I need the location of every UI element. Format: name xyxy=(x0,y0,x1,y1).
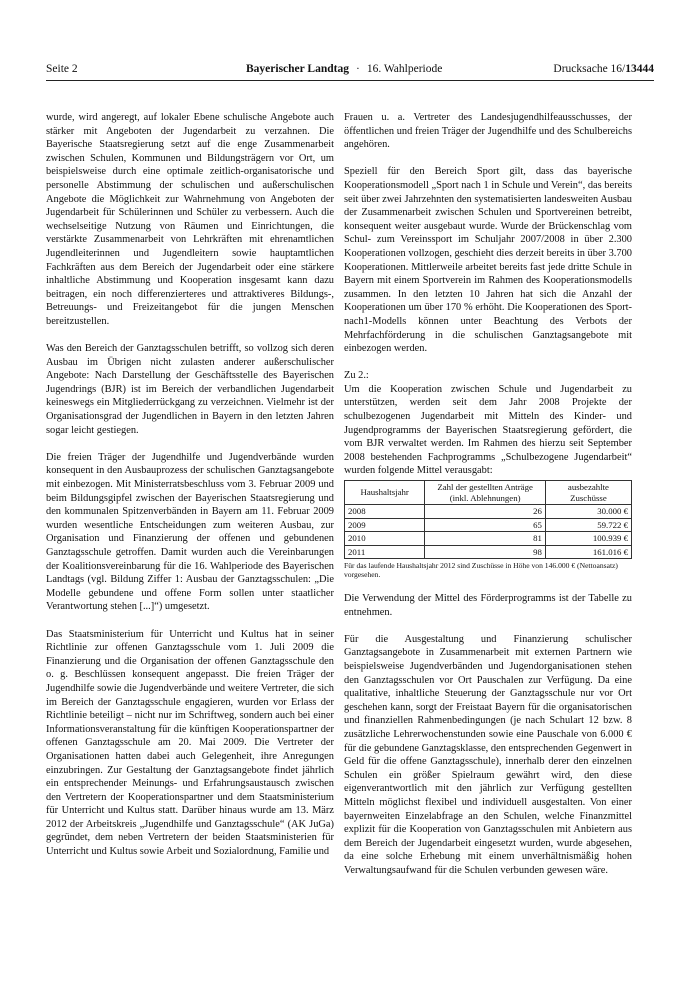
paragraph: Die Verwendung der Mittel des Förderprogramms ist der Tabelle zu entnehmen. xyxy=(344,593,632,618)
column-header: Haushaltsjahr xyxy=(345,481,425,505)
table-header-row xyxy=(345,481,632,505)
document-number xyxy=(553,62,654,76)
paragraph: Frauen u. a. Vertreter des Landesjugendhilfeausschusses, der öffentlichen und freien Träger der Jugendhilfe und des Schulbereichs angehören. xyxy=(344,112,632,151)
table-cell: 98 xyxy=(425,545,546,559)
doc-number: 13444 xyxy=(625,63,654,75)
funding-table xyxy=(344,480,632,559)
paragraph: wurde, wird angeregt, auf lokaler Ebene schulische Angebote auch stärker mit Angeboten der Jugendarbeit zu verzahnen. Die Bayerische Staatsregierung setzt auf die enge Zusammenarbeit zwischen Schulen, Kommunen und Bildungsträgern vor Ort, um beispielsweise durch eine optimale zeitlich-organisatorische und personelle Abstimmung der schulischen und außerschulischen Angebote die Möglichkeit zur Wahrnehmung von Angeboten der Jugendarbeit für Schülerinnen und Schüler zu verbessern. Auch die wechselseitige Nutzung von Räumen und Einrichtungen, die verstärkte Zusammenarbeit von Lehrkräften mit ehrenamtlichen Jugendleiterinnen und Jugendleitern sowie hauptamtlichen Fachkräften aus dem Bereich der Jugendarbeit oder eine stärkere inhaltliche Abstimmung und Kooperation insgesamt kann dazu beitragen, ein noch differenzierteres und attraktiveres Bildungs-, Betreuungs- und Freizeitangebot für die jungen Menschen bereitzustellen. xyxy=(46,112,334,327)
page-header xyxy=(46,62,654,81)
right-column xyxy=(344,111,632,878)
table-row xyxy=(345,532,632,546)
table-cell: 100.939 € xyxy=(545,532,631,546)
table-cell: 2011 xyxy=(345,545,425,559)
paragraph: Für die Ausgestaltung und Finanzierung schulischer Ganztagsangebote in Zusammenarbeit mit externen Partnern wie beispielsweise Jugendverbänden und Jugendorganisationen stehen den Ganztagsschulen vor Ort Pauschalen zur Verfügung. Da eine qualitative, inhaltliche Steuerung der Ganztagsschule nur vor Ort geschehen kann, sorgt der Freistaat Bayern für die organisatorischen und finanziellen Rahmenbedingungen (je nach Schulart 12 bzw. 8 zusätzliche Lehrerwochenstunden sowie eine Pauschale von 6.000 € für die gebundene Ganztagsklasse, den entsprechenden Gegenwert in Geld für die offene Ganztagsschule), innerhalb derer den einzelnen Schulen ein größer Spielraum gewährt wird, den diese eigenverantwortlich mit den jährlich zur Verfügung gestellten Mitteln möglichst flexibel und individuell ausgestalten. Von einer bayernweiten Einzelabfrage an den Schulen, welche Finanzmittel explizit für die Kooperation von Ganztagsschulen mit Anbietern aus dem Bereich der Jugendarbeit eingesetzt wurden, wurde abgesehen, da eine solche Erhebung mit einem unverhältnismäßig hohen Verwaltungsaufwand für die Schulen verbunden gewesen wäre. xyxy=(344,633,632,876)
table-row xyxy=(345,505,632,519)
section-heading: Zu 2.: xyxy=(344,370,369,382)
column-header: Zahl der gestellten Anträge (inkl. Ablehnungen) xyxy=(425,481,546,505)
paragraph: Was den Bereich der Ganztagsschulen betrifft, so vollzog sich deren Ausbau im Übrigen nicht zulasten anderer außerschulischer Angebote: Nach Darstellung der Geschäftsstelle des Bayerischen Jugendrings (BJR) ist im Bereich der verbandlichen Jugendarbeit keineswegs ein Mitgliederrückgang zu verzeichnen. Vielmehr ist der Organisationsgrad der Jugendlichen in Bayern in den letzten Jahren sogar leicht gestiegen. xyxy=(46,343,334,436)
table-cell: 2008 xyxy=(345,505,425,519)
table-cell: 2009 xyxy=(345,518,425,532)
table-cell: 81 xyxy=(425,532,546,546)
table-cell: 2010 xyxy=(345,532,425,546)
header-separator: · xyxy=(355,63,360,75)
table-cell: 59.722 € xyxy=(545,518,631,532)
table-cell: 161.016 € xyxy=(545,545,631,559)
column-header: ausbezahlte Zuschüsse xyxy=(545,481,631,505)
table-row xyxy=(345,545,632,559)
paragraph: Das Staatsministerium für Unterricht und Kultus hat in seiner Richtlinie zur offenen Ganztagsschule vom 1. Juli 2009 die Finanzierung und die Organisation der offenen Ganztagsschule den o. g. Beschlüssen konsequent angepasst. Die freien Träger der Jugendhilfe sowie die Jugendverbände und weitere Vertreter, die sich im Bereich der Ganztagsschule engagieren, wurden vor Erlass der Richtlinie beteiligt – nicht nur im Schriftweg, sondern auch bei einer Informationsveranstaltung für die künftigen Kooperationspartner der offenen Ganztagsschule am 20. Mai 2009. Die Vertreter der Organisationen hatten dabei auch Gelegenheit, ihre Anregungen einzubringen. Zur Gestaltung der Ganztagsangebote findet jährlich ein entsprechender Meinungs- und Erfahrungsaustausch zwischen den Vertretern der Kooperationspartner und dem Staatsministerium für Unterricht und Kultus statt. Darüber hinaus wurde am 13. März 2012 der Arbeitskreis „Jugendhilfe und Ganztagsschule“ (AK JuGa) gegründet, dem neben Vertretern der beiden Staatsministerien für Unterricht und Kultus sowie Arbeit und Sozialordnung, Familie und xyxy=(46,628,334,858)
page-number: Seite 2 xyxy=(46,63,78,75)
paragraph: Die freien Träger der Jugendhilfe und Jugendverbände wurden konsequent in den Ausbauprozess der schulischen Ganztagsangebote mit einbezogen. Mit Ministerratsbeschluss vom 3. Februar 2009 und beim Bildungsgipfel zwischen der Bayerischen Staatsregierung und den kommunalen Spitzenverbänden in Bayern am 11. Februar 2009 wurden wesentliche Entscheidungen zum weiteren Ausbau, zur Organisation und Finanzierung der offenen und gebundenen Ganztagsschule getroffen. Damit wurden auch die Vereinbarungen der Koalitionsvereinbarung für die 16. Wahlperiode des Bayerischen Landtags (vgl. Bildung Ziffer 1: Ausbau der Ganztagsschulen: „Die Modelle gebundene und offene Form sollen unter staatlicher Verantwortung stehen [...]“) umgesetzt. xyxy=(46,451,334,613)
table-footnote: Für das laufende Haushaltsjahr 2012 sind Zuschüsse in Höhe von 146.000 € (Nettoansatz) vorgesehen. xyxy=(344,561,618,580)
table-cell: 30.000 € xyxy=(545,505,631,519)
paragraph: Speziell für den Bereich Sport gilt, dass das bayerische Kooperationsmodell „Sport nach 1 in Schule und Verein“, das bereits seit über zwei Jahrzehnten den systematisierten landesweiten Ausbau der Zusammenarbeit zwischen Schulen und Sportvereinen betreibt, konsequent weiter ausgebaut wurde. Wurde der Brückenschlag vom Schul- zum Vereinssport im Schuljahr 2007/2008 in über 2.300 Kooperationen vollzogen, geschieht dies derzeit bereits in über 3.700 Kooperationen. Mittlerweile arbeitet bereits fast jede dritte Schule in Bayern mit einem Sportverein im Rahmen des Kooperationsmodells zusammen. In den letzten 10 Jahren hat sich die Anzahl der Kooperationen um über 170 % erhöht. Die Kooperationen des Sport-nach1-Modells können unter Beachtung des Verbots der Mehrfachförderung in die schulischen Ganztagsangebote mit einbezogen werden. xyxy=(344,166,632,355)
table-cell: 65 xyxy=(425,518,546,532)
header-center xyxy=(246,62,442,76)
table-row xyxy=(345,518,632,532)
table-cell: 26 xyxy=(425,505,546,519)
left-column xyxy=(46,111,334,859)
doc-prefix: Drucksache 16/ xyxy=(553,63,626,75)
legislative-period: 16. Wahlperiode xyxy=(366,63,443,75)
institution-name: Bayerischer Landtag xyxy=(246,63,349,75)
paragraph: Um die Kooperation zwischen Schule und Jugendarbeit zu unterstützen, werden seit dem Jahr 2008 Projekte der schulbezogenen Jugendarbeit mit Mitteln des Kinder- und Jugendprogramms der Bayerischen Staatsregierung gefördert, die vom BJR verwaltet werden. Im Rahmen des hierzu seit September 2008 bestehenden Fachprogramms „Schulbezogene Jugendarbeit“ wurden folgende Mittel verausgabt: xyxy=(344,383,632,477)
